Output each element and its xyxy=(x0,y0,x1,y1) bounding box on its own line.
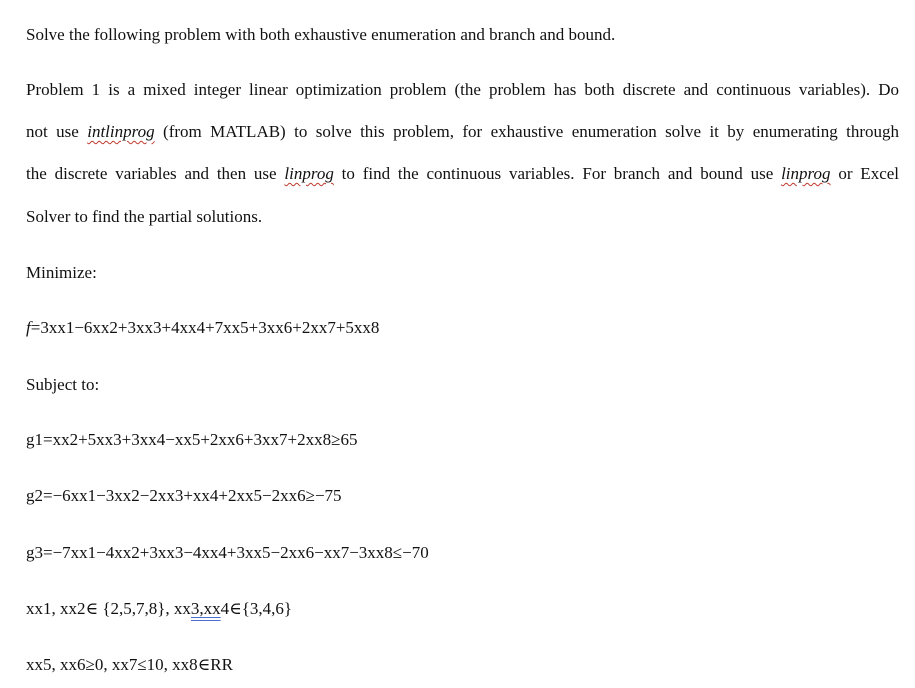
domain-text: 4∈{3,4,6} xyxy=(220,599,293,618)
paragraph-line-2 xyxy=(26,122,899,142)
paragraph-line-3 xyxy=(26,164,899,184)
objective-symbol: f xyxy=(26,318,31,337)
domain-text: xx1, xx2∈ {2,5,7,8}, xx xyxy=(26,599,191,618)
linprog-word: linprog xyxy=(781,164,831,183)
paragraph-text: not use xyxy=(26,122,88,141)
subject-to-label: Subject to: xyxy=(26,375,100,394)
paragraph-text: to find the continuous variables. For branch and bound use xyxy=(333,164,782,183)
paragraph-text: the discrete variables and then use xyxy=(26,164,285,183)
minimize-label: Minimize: xyxy=(26,263,97,282)
paragraph-text: (from MATLAB) to solve this problem, for exhaustive enumeration solve it by enumerating through xyxy=(154,122,899,141)
constraint-g2: g2=−6xx1−3xx2−2xx3+xx4+2xx5−2xx6≥−75 xyxy=(26,486,342,505)
intro-text: Solve the following problem with both exhaustive enumeration and branch and bound. xyxy=(26,25,616,44)
paragraph-line-4: Solver to find the partial solutions. xyxy=(26,207,263,226)
intlinprog-word: intlinprog xyxy=(87,122,155,141)
objective-expression: =3xx1−6xx2+3xx3+4xx4+7xx5+3xx6+2xx7+5xx8 xyxy=(30,318,380,337)
continuous-domain: xx5, xx6≥0, xx7≤10, xx8∈RR xyxy=(26,655,233,674)
paragraph-line-1: Problem 1 is a mixed integer linear optimization problem (the problem has both discrete and continuous variables). Do xyxy=(26,80,899,99)
paragraph-text: or Excel xyxy=(830,164,900,183)
discrete-domain xyxy=(26,599,292,619)
constraint-g1: g1=xx2+5xx3+3xx4−xx5+2xx6+3xx7+2xx8≥65 xyxy=(26,430,358,449)
objective-function xyxy=(26,318,379,338)
domain-marked-text: 3,xx xyxy=(190,599,221,618)
linprog-word: linprog xyxy=(284,164,334,183)
constraint-g3: g3=−7xx1−4xx2+3xx3−4xx4+3xx5−2xx6−xx7−3xx8≤−70 xyxy=(26,543,429,562)
